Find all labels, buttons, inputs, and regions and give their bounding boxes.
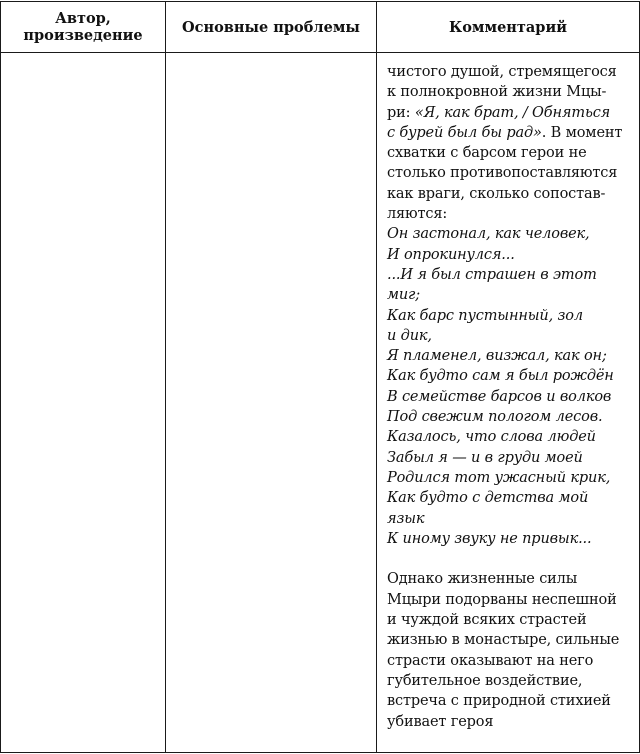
poem-line: Как будто с детства мой [387, 490, 589, 507]
comment-cell [377, 53, 640, 753]
poem-line: И опрокинулся... [387, 246, 515, 263]
poem-line: Казалось, что слова людей [387, 429, 596, 446]
comment-segment: . В момент [541, 124, 623, 141]
comment-poem [387, 224, 639, 549]
comment-line [387, 82, 639, 102]
conclusion-line: Однако жизненные силы [387, 571, 578, 588]
poem-line: Родился тот ужасный крик, [387, 469, 611, 486]
table-row [1, 53, 640, 753]
poem-line: Он застонал, как человек, [387, 226, 590, 243]
poem-line: и дик, [387, 327, 432, 344]
poem-line: Как будто сам я был рождён [387, 368, 614, 385]
comment-segment: схватки с барсом герои не [387, 145, 587, 162]
comment-segment: как враги, сколько сопостав- [387, 185, 606, 202]
header-comment: Комментарий [377, 2, 640, 53]
comment-line [387, 163, 639, 183]
conclusion-line: и чуждой всяких страстей [387, 612, 587, 629]
comment-segment: чистого душой, стремящегося [387, 64, 617, 80]
poem-line: миг; [387, 287, 420, 304]
comment-segment: к полнокровной жизни Мцы- [387, 84, 607, 101]
comment-intro [387, 62, 639, 224]
poem-line: язык [387, 510, 425, 527]
header-row [1, 2, 640, 53]
poem-line: ...И я был страшен в этот [387, 266, 597, 283]
comment-segment: «Я, как брат, / Обняться [414, 104, 611, 121]
comment-text [377, 53, 639, 732]
poem-line: Я пламенел, визжал, как он; [387, 348, 607, 365]
problems-cell [166, 53, 377, 753]
poem-line: К иному звуку не привык... [387, 530, 592, 547]
comment-line [387, 184, 639, 204]
header-author-line1: Автор, [55, 10, 111, 27]
header-author-line2: произведение [23, 27, 143, 44]
header-problems: Основные проблемы [166, 2, 377, 53]
comment-conclusion [387, 569, 639, 731]
conclusion-line: убивает героя [387, 713, 494, 730]
author-cell [1, 53, 166, 753]
comment-line [387, 103, 639, 123]
comment-segment: столько противопоставляются [387, 165, 618, 182]
poem-line: Как барс пустынный, зол [387, 307, 583, 324]
conclusion-line: жизнью в монастыре, сильные [387, 632, 620, 649]
comment-line [387, 204, 639, 224]
header-author [1, 2, 166, 53]
conclusion-line: страсти оказывают на него [387, 652, 594, 669]
conclusion-line: губительное воздействие, [387, 672, 583, 689]
comment-line [387, 143, 639, 163]
literature-table [0, 1, 640, 753]
comment-segment: ри: [387, 104, 415, 121]
comment-segment: с бурей был бы рад» [387, 124, 542, 141]
conclusion-line: встреча с природной стихией [387, 693, 611, 710]
comment-line [387, 123, 639, 143]
conclusion-line: Мцыри подорваны неспешной [387, 591, 617, 608]
poem-line: В семействе барсов и волков [387, 388, 612, 405]
comment-line [387, 62, 639, 82]
poem-line: Забыл я — и в груди моей [387, 449, 583, 466]
comment-segment: ляются: [387, 206, 448, 223]
paragraph-gap [387, 549, 639, 569]
poem-line: Под свежим пологом лесов. [387, 409, 603, 426]
